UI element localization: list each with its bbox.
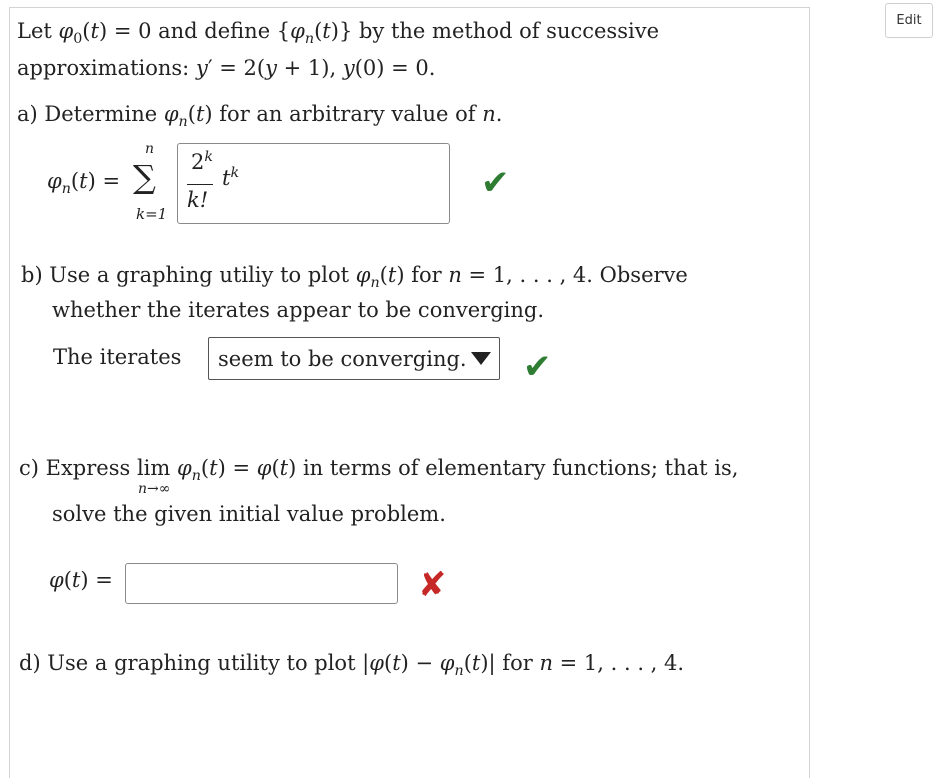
- fraction-denominator: k!: [187, 188, 209, 212]
- part-b-line-2: whether the iterates appear to be converging.: [52, 298, 544, 322]
- edit-button[interactable]: Edit: [885, 3, 933, 38]
- answer-fraction: [187, 150, 213, 216]
- part-c-line-2: solve the given initial value problem.: [52, 502, 446, 526]
- sum-upper-limit: n: [145, 141, 155, 157]
- chevron-down-icon: [471, 352, 491, 365]
- fraction-bar: [187, 184, 213, 185]
- part-c-lhs: φ(t) =: [49, 568, 113, 592]
- part-c-answer-input[interactable]: [125, 563, 398, 604]
- sigma-symbol: ∑: [133, 158, 156, 196]
- part-b-label: The iterates: [53, 345, 182, 369]
- answer-t-power: $t^k$: [222, 165, 240, 190]
- correct-check-icon: ✔: [523, 347, 552, 387]
- select-value: seem to be converging.: [218, 346, 467, 371]
- fraction-numerator: 2$^k$: [190, 149, 214, 174]
- sum-lower-limit: k=1: [136, 205, 168, 223]
- part-a-lhs: $\varphi_n(t)$ =: [47, 169, 121, 198]
- intro-line-2: approximations: y′ = 2(y + 1), y(0) = 0.: [17, 56, 436, 80]
- part-b-line-1: b) Use a graphing utiliy to plot $\varphi_n(t)$ for n = 1, . . . , 4. Observe: [21, 263, 688, 292]
- intro-line-1: Let $\varphi_0(t) = 0$ and define $\{\varphi_n(t)\}$ by the method of successive: [17, 19, 659, 48]
- part-a-answer-input[interactable]: [177, 143, 450, 224]
- limit-operator: lim n→∞: [136, 456, 171, 497]
- correct-check-icon: ✔: [481, 163, 510, 203]
- part-a-prompt: a) Determine $\varphi_n(t)$ for an arbitrary value of n.: [17, 102, 503, 131]
- incorrect-x-icon: ✘: [418, 565, 447, 605]
- convergence-select[interactable]: [208, 337, 500, 380]
- part-d-line-1: d) Use a graphing utility to plot $|\varphi(t) - \varphi_n(t)|$ for n = 1, . . . , 4.: [19, 651, 685, 680]
- part-c-line-1: c) Express lim n→∞ $\varphi_n(t) = \varphi(t)$ in terms of elementary functions; that is,: [19, 456, 739, 497]
